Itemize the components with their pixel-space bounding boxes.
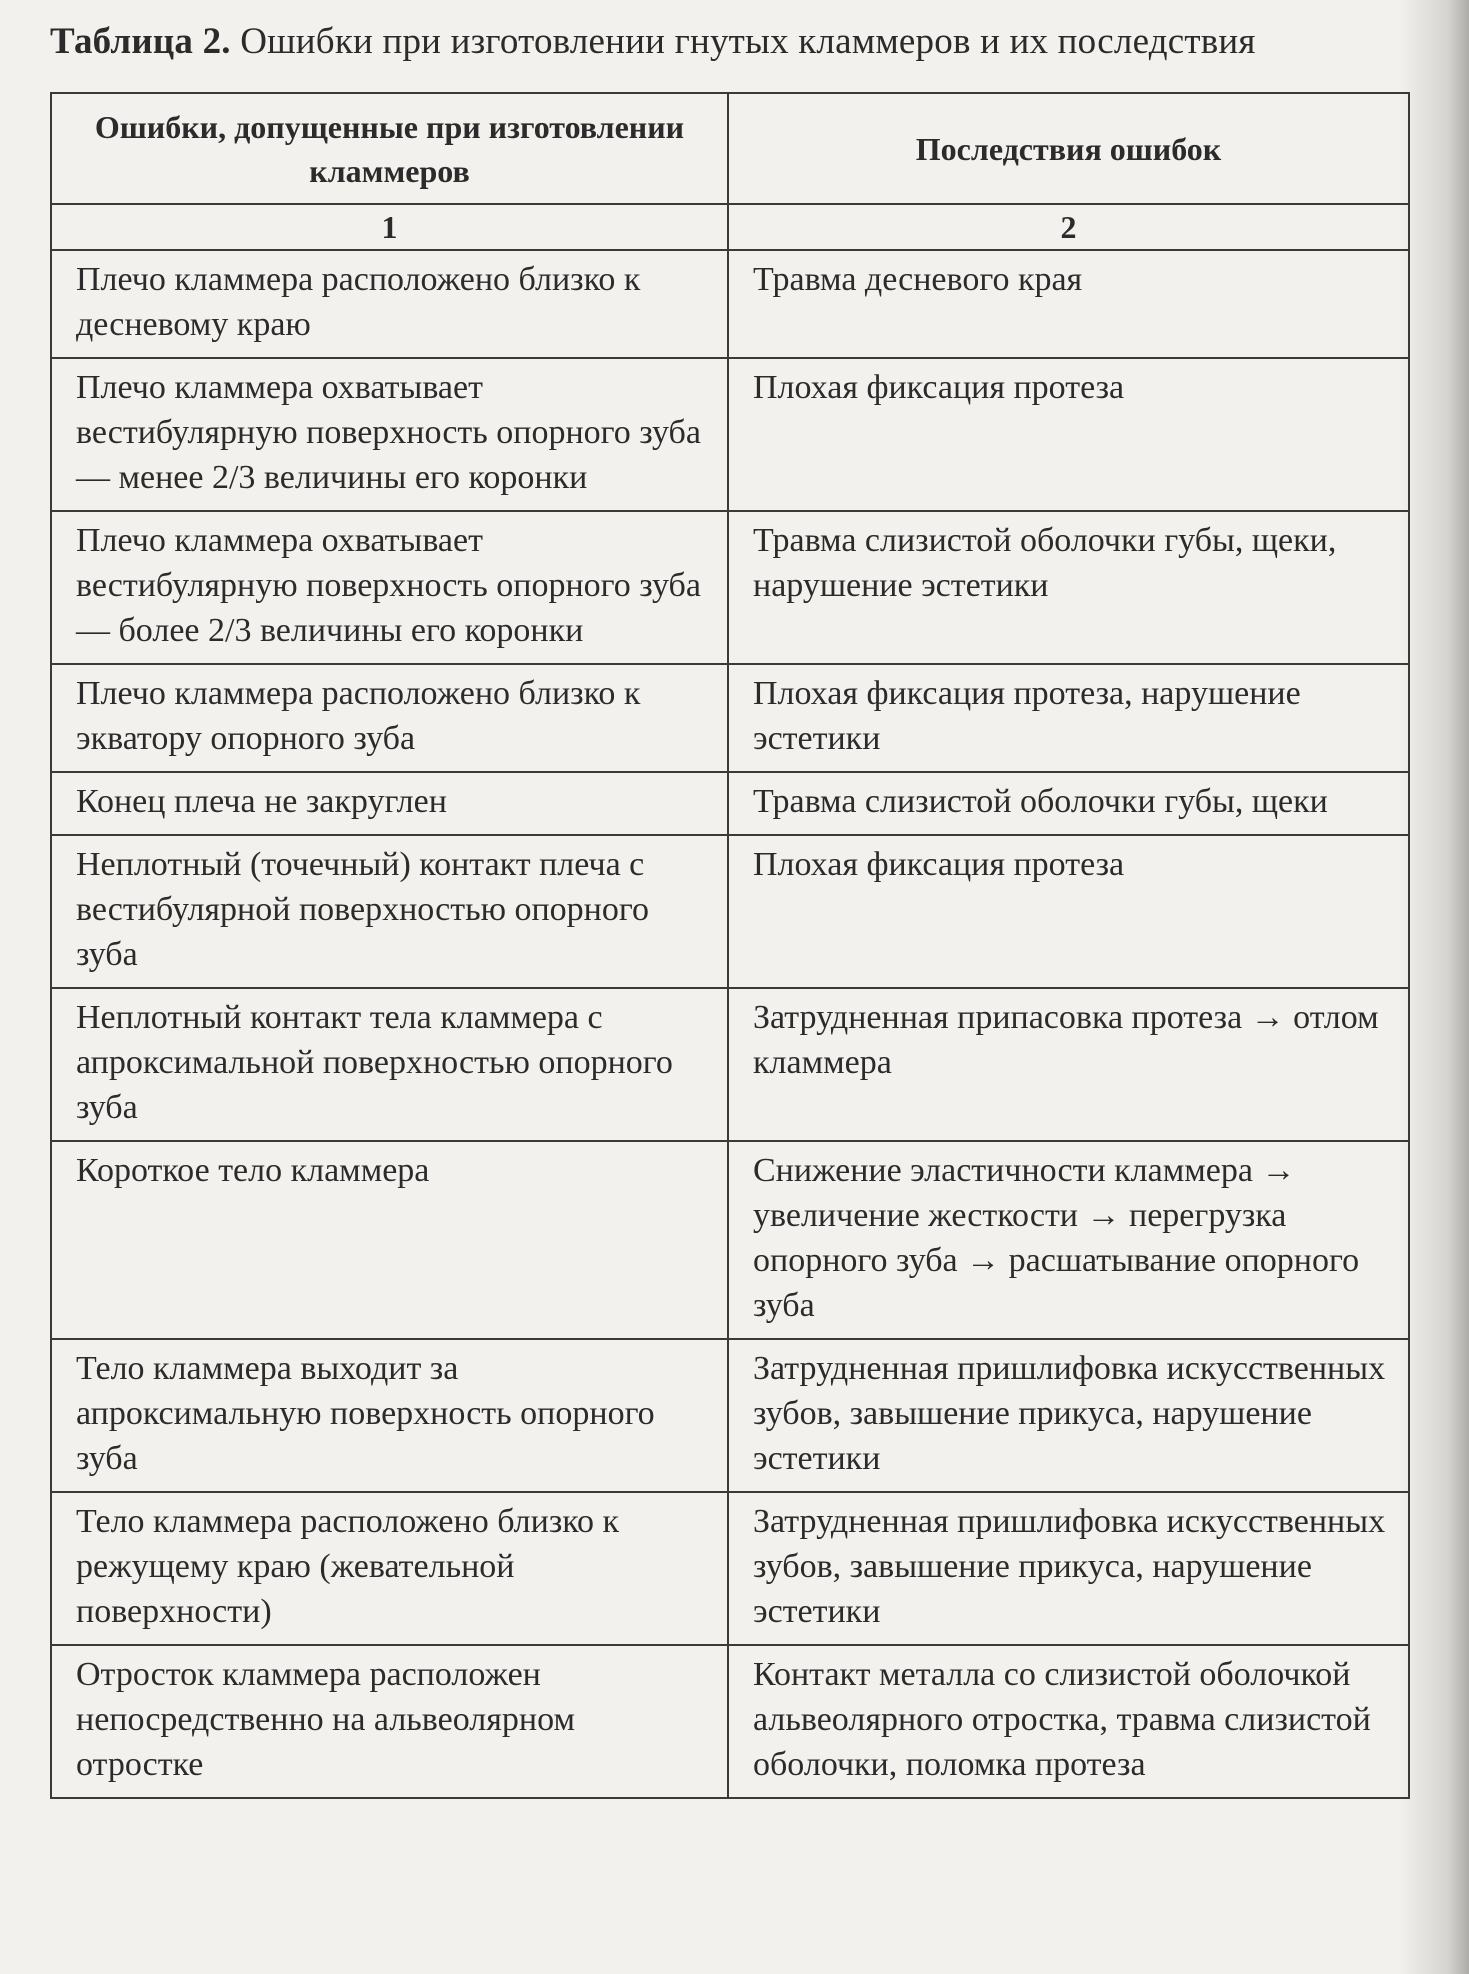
consequence-cell: Плохая фиксация протеза — [728, 835, 1409, 988]
error-cell: Плечо кламмера охватывает вестибулярную поверхность опорного зуба — менее 2/3 величины его коронки — [51, 358, 728, 511]
consequence-cell: Затрудненная припасовка протеза → отлом кламмера — [728, 988, 1409, 1141]
error-cell: Неплотный (точечный) контакт плеча с вестибулярной поверхностью опорного зуба — [51, 835, 728, 988]
table-row — [51, 772, 1409, 835]
error-cell: Плечо кламмера расположено близко к десневому краю — [51, 250, 728, 358]
column-number-row — [51, 204, 1409, 250]
error-cell: Короткое тело кламмера — [51, 1141, 728, 1339]
table-row — [51, 835, 1409, 988]
table-caption — [50, 18, 1256, 66]
header-consequences: Последствия ошибок — [728, 93, 1409, 204]
table-row — [51, 664, 1409, 772]
error-cell: Плечо кламмера охватывает вестибулярную поверхность опорного зуба — более 2/3 величины его коронки — [51, 511, 728, 664]
error-cell: Неплотный контакт тела кламмера с апроксимальной поверхностью опорного зуба — [51, 988, 728, 1141]
caption-label: Таблица 2. — [50, 21, 231, 62]
consequence-cell: Травма слизистой оболочки губы, щеки, нарушение эстетики — [728, 511, 1409, 664]
column-number-1: 1 — [51, 204, 728, 250]
errors-table — [50, 92, 1410, 1799]
consequence-cell: Затрудненная пришлифовка искусственных зубов, завышение прикуса, нарушение эстетики — [728, 1339, 1409, 1492]
column-number-2: 2 — [728, 204, 1409, 250]
consequence-cell: Затрудненная пришлифовка искусственных зубов, завышение прикуса, нарушение эстетики — [728, 1492, 1409, 1645]
consequence-cell: Плохая фиксация протеза, нарушение эстетики — [728, 664, 1409, 772]
caption-title: Ошибки при изготовлении гнутых кламмеров и их последствия — [240, 21, 1256, 62]
table-row — [51, 1492, 1409, 1645]
table-row — [51, 1339, 1409, 1492]
table-row — [51, 1645, 1409, 1798]
table-row — [51, 358, 1409, 511]
error-cell: Плечо кламмера расположено близко к экватору опорного зуба — [51, 664, 728, 772]
error-cell: Тело кламмера выходит за апроксимальную поверхность опорного зуба — [51, 1339, 728, 1492]
consequence-cell: Плохая фиксация протеза — [728, 358, 1409, 511]
header-row — [51, 93, 1409, 204]
table-row — [51, 511, 1409, 664]
error-cell: Отросток кламмера расположен непосредственно на альвеолярном отростке — [51, 1645, 728, 1798]
consequence-cell: Травма десневого края — [728, 250, 1409, 358]
table-row — [51, 250, 1409, 358]
table-row — [51, 1141, 1409, 1339]
consequence-cell: Контакт металла со слизистой оболочкой альвеолярного отростка, травма слизистой оболочки, поломка протеза — [728, 1645, 1409, 1798]
error-cell: Тело кламмера расположено близко к режущему краю (жевательной поверхности) — [51, 1492, 728, 1645]
header-errors: Ошибки, допущенные при изготовлении кламмеров — [51, 93, 728, 204]
consequence-cell: Снижение эластичности кламмера → увеличение жесткости → перегрузка опорного зуба → расшатывание опорного зуба — [728, 1141, 1409, 1339]
table-row — [51, 988, 1409, 1141]
error-cell: Конец плеча не закруглен — [51, 772, 728, 835]
consequence-cell: Травма слизистой оболочки губы, щеки — [728, 772, 1409, 835]
